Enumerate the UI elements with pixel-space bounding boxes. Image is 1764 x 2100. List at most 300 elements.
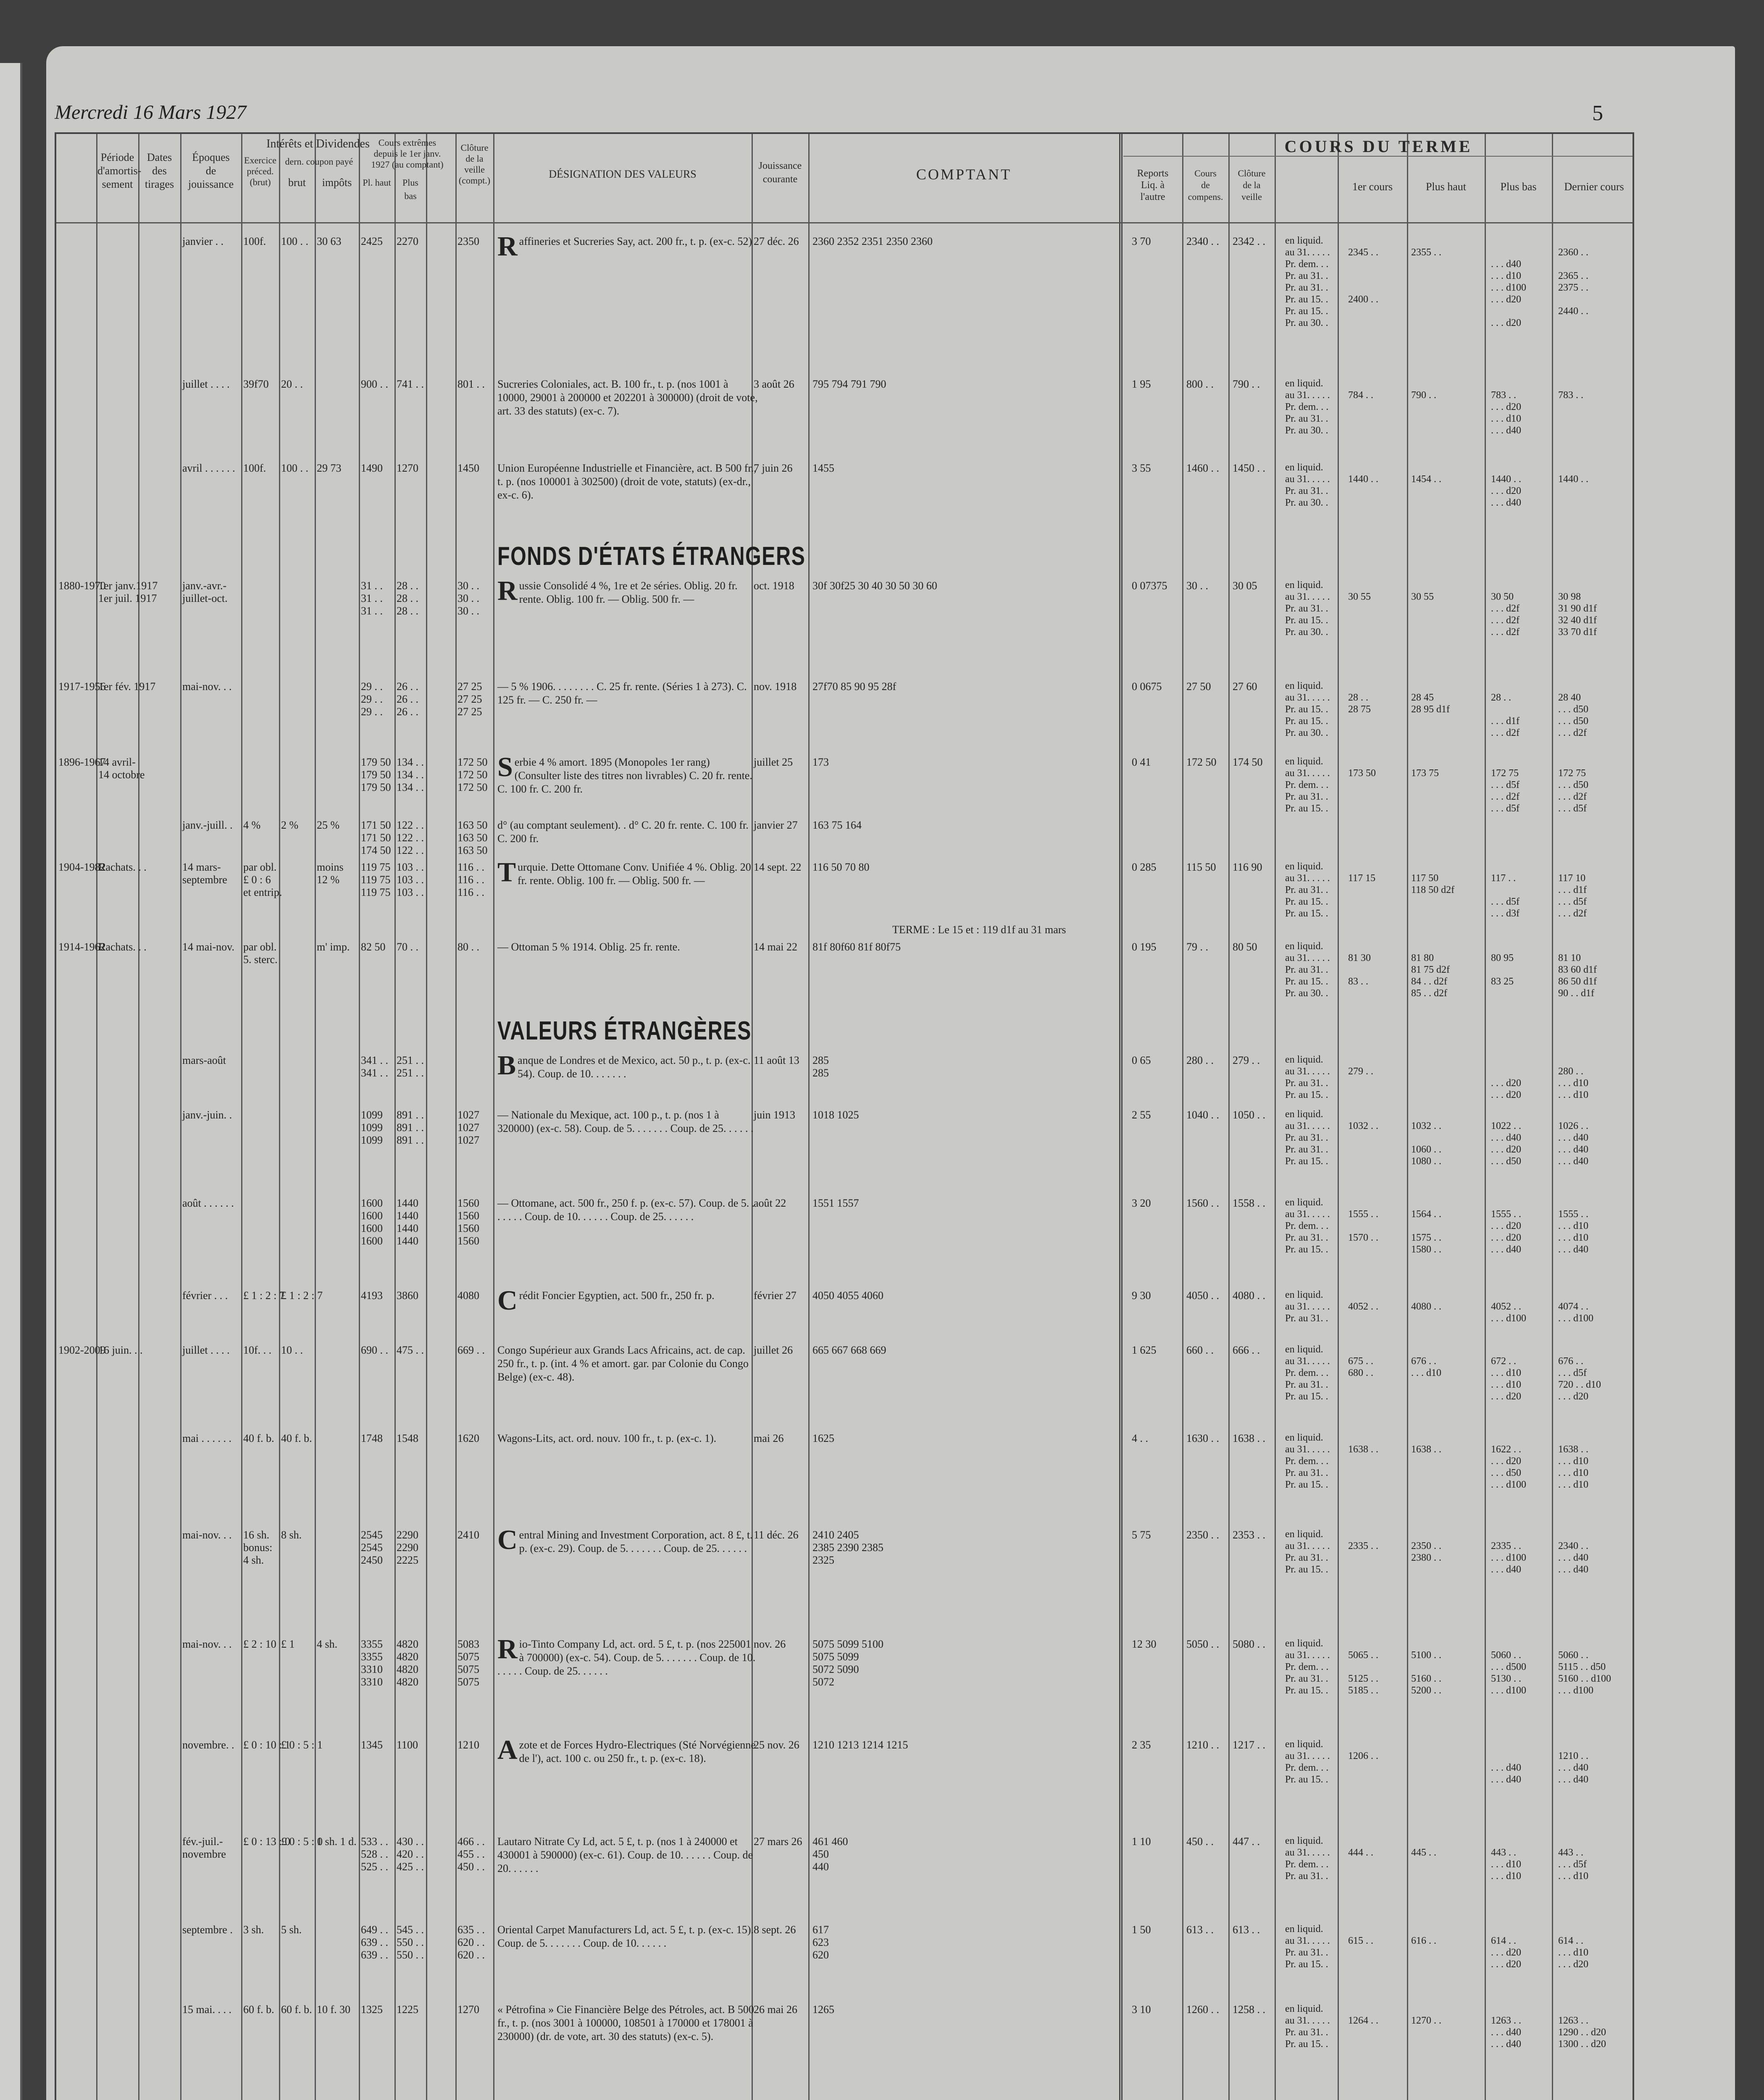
cell-plus-haut: 3355 — [361, 1638, 383, 1650]
terme-value: au 31. . . . . — [1285, 1541, 1330, 1551]
cell-designation — [497, 2003, 758, 2043]
terme-value: au 31. . . . . — [1285, 1751, 1330, 1761]
terme-value: 280 . . — [1558, 1066, 1583, 1077]
terme-value: Pr. au 31. . — [1285, 791, 1328, 802]
cell-designation — [497, 231, 758, 262]
cell-designation — [497, 1108, 758, 1135]
terme-value: 172 75 — [1491, 768, 1519, 779]
terme-value: 2400 . . — [1348, 294, 1378, 305]
terme-value: 30 50 — [1491, 591, 1514, 602]
cell-exercice: bonus: — [243, 1541, 273, 1554]
terme-line — [1285, 1661, 1684, 1673]
col-head-cloture-veille: Clôture de la veille (compt.) — [458, 142, 491, 186]
cell-designation — [497, 1634, 758, 1678]
cell-brut: 60 f. b. — [281, 2003, 312, 2016]
cell-cours-compens: 30 . . — [1186, 580, 1208, 592]
cell-jouissance: janvier 27 — [754, 819, 798, 831]
table-row — [56, 1285, 1633, 1344]
cell-epoque: avril . . . . . . — [182, 462, 235, 474]
cell-comptant: 450 — [812, 1848, 829, 1860]
terme-value: 614 . . — [1558, 1935, 1583, 1946]
cell-cours-compens: 172 50 — [1186, 756, 1217, 768]
cell-plus-haut: 2545 — [361, 1541, 383, 1554]
terme-line — [1285, 282, 1684, 294]
col-head-brut: brut — [288, 176, 306, 189]
cell-jouissance: 11 déc. 26 — [754, 1529, 799, 1541]
terme-value: . . . d20 — [1491, 1089, 1521, 1100]
table-row — [56, 462, 1633, 533]
terme-line — [1285, 294, 1684, 305]
terme-value: 5060 . . — [1491, 1650, 1521, 1661]
terme-value: 1290 . . d20 — [1558, 2027, 1606, 2038]
drop-cap: R — [497, 231, 518, 262]
terme-value: Pr. au 15. . — [1285, 306, 1328, 317]
cell-cloture-veille: 163 50 — [457, 819, 488, 831]
terme-value: 1454 . . — [1411, 474, 1441, 485]
terme-value: . . . d20 — [1491, 1456, 1521, 1467]
cell-impots: moins — [317, 861, 344, 873]
terme-value: . . . d20 — [1491, 294, 1521, 305]
terme-value: en liquid. — [1285, 1197, 1323, 1208]
cell-terme — [1285, 756, 1684, 814]
cell-plus-bas: 425 . . — [397, 1861, 424, 1873]
terme-value: au 31. . . . . — [1285, 1650, 1330, 1661]
terme-line — [1285, 1367, 1684, 1379]
cell-plus-bas: 4820 — [397, 1676, 418, 1688]
terme-line — [1285, 1935, 1684, 1947]
col-head-jouissance: Jouissance courante — [758, 160, 802, 185]
cell-epoque: janv.-juin. . — [182, 1109, 232, 1121]
terme-value: Pr. au 31. . — [1285, 270, 1328, 281]
terme-value: Pr. au 15. . — [1285, 1685, 1328, 1696]
cell-cloture: 116 90 — [1233, 861, 1262, 873]
cell-plus-haut: 119 75 — [361, 886, 391, 898]
cell-reports: 0 65 — [1132, 1054, 1151, 1066]
cell-cloture-veille: 669 . . — [457, 1344, 485, 1356]
cell-epoque: 14 mai-nov. — [182, 941, 234, 953]
terme-value: Pr. au 15. . — [1285, 1244, 1328, 1255]
cell-designation — [497, 1197, 758, 1223]
terme-value: Pr. au 31. . — [1285, 486, 1328, 496]
cell-cloture: 2342 . . — [1233, 235, 1265, 247]
cell-comptant: 620 — [812, 1949, 829, 1961]
cell-reports: 0 195 — [1132, 941, 1157, 953]
cell-reports: 9 30 — [1132, 1289, 1151, 1302]
cell-tirage: 1er juil. 1917 — [98, 592, 157, 604]
cell-plus-haut: 31 . . — [361, 592, 383, 604]
terme-line — [1285, 2038, 1684, 2050]
cell-plus-bas: 2290 — [397, 1541, 418, 1554]
cell-plus-bas: 70 . . — [397, 941, 418, 953]
cell-reports: 4 . . — [1132, 1432, 1148, 1444]
terme-value: 83 60 d1f — [1558, 964, 1597, 975]
terme-line — [1285, 1673, 1684, 1685]
terme-value: 2355 . . — [1411, 247, 1441, 258]
terme-line — [1285, 1391, 1684, 1402]
cell-brut: £ 0 : 5 : 0 — [281, 1835, 323, 1848]
cell-cloture-veille: 620 . . — [457, 1936, 485, 1948]
cell-jouissance: juillet 26 — [754, 1344, 793, 1356]
terme-line — [1285, 614, 1684, 626]
cell-plus-haut: 528 . . — [361, 1848, 388, 1860]
designation-text: Sucreries Coloniales, act. B. 100 fr., t. p. (nos 1001 à 10000, 29001 à 200000 et 202201 à 300000) (droit de vote, art. 33 des statuts) (ex-c. 7). — [497, 378, 758, 417]
cell-reports: 2 35 — [1132, 1739, 1151, 1751]
terme-value: 30 98 — [1558, 591, 1581, 602]
terme-line — [1285, 2015, 1684, 2026]
terme-line — [1285, 1379, 1684, 1391]
terme-line — [1285, 680, 1684, 692]
terme-line — [1285, 2026, 1684, 2038]
cell-comptant: 2325 — [812, 1554, 834, 1566]
cell-plus-bas: 1225 — [397, 2003, 418, 2016]
terme-value: 1264 . . — [1348, 2015, 1378, 2026]
terme-value: Pr. au 15. . — [1285, 294, 1328, 305]
cell-designation — [497, 1923, 758, 1950]
terme-line — [1285, 1923, 1684, 1935]
cell-plus-bas: 2225 — [397, 1554, 418, 1566]
cell-comptant: 81f 80f60 81f 80f75 — [812, 941, 901, 953]
cell-terme — [1285, 1108, 1684, 1167]
cell-terme — [1285, 1054, 1684, 1101]
cell-plus-bas: 28 . . — [397, 580, 418, 592]
cell-cloture: 1638 . . — [1233, 1432, 1265, 1444]
terme-value: . . . d40 — [1558, 1762, 1588, 1773]
cell-cloture-veille: 1270 — [457, 2003, 479, 2016]
terme-line — [1285, 767, 1684, 779]
cell-epoque: juillet-oct. — [182, 592, 228, 604]
terme-line — [1285, 1155, 1684, 1167]
terme-value: au 31. . . . . — [1285, 768, 1330, 779]
cell-comptant: 30f 30f25 30 40 30 50 30 60 — [812, 580, 937, 592]
designation-text: — Ottomane, act. 500 fr., 250 f. p. (ex-c. 57). Coup. de 5. . . . . . . Coup. de 10. . . . . . Coup. de 25. . . . . . — [497, 1197, 755, 1223]
cell-terme — [1285, 1344, 1684, 1402]
terme-value: 443 . . — [1558, 1847, 1583, 1858]
terme-value: 1638 . . — [1558, 1444, 1588, 1455]
terme-value: 81 10 — [1558, 953, 1581, 963]
terme-value: . . . d50 — [1558, 716, 1588, 727]
cell-designation — [497, 462, 758, 502]
drop-cap: R — [497, 575, 518, 606]
terme-value: au 31. . . . . — [1285, 390, 1330, 401]
terme-line — [1285, 1208, 1684, 1220]
terme-line — [1285, 1244, 1684, 1255]
terme-value: 1206 . . — [1348, 1751, 1378, 1761]
cell-cloture: 1450 . . — [1233, 462, 1265, 474]
terme-value: au 31. . . . . — [1285, 2015, 1330, 2026]
cell-plus-haut: 3310 — [361, 1676, 383, 1688]
terme-value: 1440 . . — [1491, 474, 1521, 485]
cell-cours-compens: 2340 . . — [1186, 235, 1219, 247]
terme-value: Pr. au 15. . — [1285, 704, 1328, 715]
col-head-cloture: Clôture de la veille — [1238, 168, 1266, 202]
cell-epoque: 15 mai. . . . — [182, 2003, 231, 2016]
terme-value: . . . d20 — [1491, 1232, 1521, 1243]
terme-value: . . . d10 — [1558, 1078, 1588, 1089]
terme-value: . . . d3f — [1491, 908, 1520, 919]
cell-plus-bas: 475 . . — [397, 1344, 424, 1356]
col-head-dernier-cours: Dernier cours — [1564, 181, 1624, 193]
cell-epoque: août . . . . . . — [182, 1197, 234, 1209]
terme-value: Pr. au 15. . — [1285, 1564, 1328, 1575]
terme-value: . . . d20 — [1491, 1391, 1521, 1402]
cell-periode: 1880-1970 — [58, 580, 106, 592]
terme-value: . . . d40 — [1558, 1244, 1588, 1255]
designation-text: — 5 % 1906. . . . . . . . C. 25 fr. rente. (Séries 1 à 273). C. 125 fr. — C. 250 fr. — — [497, 680, 747, 706]
terme-line — [1285, 413, 1684, 425]
cell-cloture: 4080 . . — [1233, 1289, 1265, 1302]
cell-epoque: septembre — [182, 874, 227, 886]
cell-cours-compens: 115 50 — [1186, 861, 1216, 873]
cell-designation — [497, 1344, 758, 1384]
table-row — [56, 231, 1633, 378]
cell-cours-compens: 450 . . — [1186, 1835, 1214, 1848]
terme-value: Pr. au 31. . — [1285, 885, 1328, 895]
terme-value: Pr. au 31. . — [1285, 1078, 1328, 1089]
cell-jouissance: août 22 — [754, 1197, 786, 1209]
terme-value: 5125 . . — [1348, 1673, 1378, 1684]
page-date: Mercredi 16 Mars 1927 — [55, 101, 247, 123]
cell-epoque: janvier . . — [182, 235, 224, 247]
drop-cap: A — [497, 1735, 518, 1765]
terme-line — [1285, 378, 1684, 389]
cell-cloture: 174 50 — [1233, 756, 1263, 768]
terme-value: . . . d20 — [1491, 1078, 1521, 1089]
cell-terme — [1285, 861, 1684, 919]
cell-plus-haut: 690 . . — [361, 1344, 388, 1356]
cell-cloture-veille: 1027 — [457, 1109, 479, 1121]
cell-plus-bas: 891 . . — [397, 1134, 424, 1146]
cell-plus-haut: 29 . . — [361, 693, 383, 705]
cell-plus-haut: 3355 — [361, 1651, 383, 1663]
terme-value: Pr. dem. . . — [1285, 1456, 1329, 1467]
terme-value: . . . d40 — [1558, 1552, 1588, 1563]
terme-value: Pr. au 31. . — [1285, 1132, 1328, 1143]
cell-comptant: 4050 4055 4060 — [812, 1289, 883, 1302]
cell-plus-bas: 2270 — [397, 235, 418, 247]
terme-value: 5065 . . — [1348, 1650, 1378, 1661]
cell-comptant: 2410 2405 — [812, 1529, 859, 1541]
cell-cloture-veille: 5075 — [457, 1676, 479, 1688]
terme-value: Pr. au 15. . — [1285, 1959, 1328, 1970]
cell-cloture: 5080 . . — [1233, 1638, 1265, 1650]
cell-cloture-veille: 172 50 — [457, 769, 488, 781]
cell-comptant: 461 460 — [812, 1835, 848, 1848]
cell-plus-bas: 26 . . — [397, 706, 418, 718]
cell-comptant: 173 — [812, 756, 829, 768]
cell-cloture: 30 05 — [1233, 580, 1257, 592]
cell-comptant: 1625 — [812, 1432, 834, 1444]
cell-plus-bas: 134 . . — [397, 756, 424, 768]
terme-value: au 31. . . . . — [1285, 873, 1330, 884]
terme-value: 86 50 d1f — [1558, 976, 1597, 987]
terme-value: 1555 . . — [1558, 1209, 1588, 1220]
cell-plus-haut: 1490 — [361, 462, 383, 474]
terme-line — [1285, 1355, 1684, 1367]
terme-line — [1285, 884, 1684, 896]
cell-brut: £ 1 : 2 : 7 — [281, 1289, 323, 1302]
terme-value: . . . d20 — [1491, 402, 1521, 412]
cell-terme — [1285, 1432, 1684, 1491]
cell-cloture: 2353 . . — [1233, 1529, 1265, 1541]
terme-value: en liquid. — [1285, 680, 1323, 691]
terme-value: 1638 . . — [1348, 1444, 1378, 1455]
terme-value: . . . d10 — [1491, 413, 1521, 424]
terme-value: en liquid. — [1285, 1432, 1323, 1443]
terme-value: . . . d1f — [1491, 716, 1520, 727]
terme-line — [1285, 1858, 1684, 1870]
table-row — [56, 680, 1633, 756]
cell-cloture-veille: 1027 — [457, 1134, 479, 1146]
cell-designation — [497, 1432, 758, 1445]
terme-line — [1285, 1144, 1684, 1155]
col-head-pl-haut: Pl. haut — [363, 177, 391, 188]
terme-value: 2335 . . — [1491, 1541, 1521, 1551]
cell-designation — [497, 378, 758, 418]
terme-value: 5060 . . — [1558, 1650, 1588, 1661]
col-head-designation: DÉSIGNATION DES VALEURS — [549, 168, 697, 180]
terme-line — [1285, 389, 1684, 401]
terme-value: . . . d40 — [1491, 1564, 1521, 1575]
table-row — [56, 1050, 1633, 1108]
terme-value: . . . d20 — [1491, 1959, 1521, 1970]
cell-cours-compens: 27 50 — [1186, 680, 1211, 693]
cell-cloture-veille: 801 . . — [457, 378, 485, 390]
terme-value: Pr. au 31. . — [1285, 603, 1328, 614]
terme-value: 5185 . . — [1348, 1685, 1378, 1696]
terme-line — [1285, 1312, 1684, 1324]
terme-value: . . . d1f — [1558, 885, 1587, 895]
terme-line — [1285, 2003, 1684, 2015]
cell-exercice: par obl. — [243, 941, 277, 953]
col-head-dern-coupon: dern. coupon payé — [285, 156, 353, 167]
terme-line — [1285, 1870, 1684, 1882]
cell-designation — [497, 752, 758, 796]
cell-tirage: 14 avril- — [98, 756, 136, 768]
terme-line — [1285, 1089, 1684, 1101]
terme-line — [1285, 727, 1684, 739]
terme-line — [1285, 1958, 1684, 1970]
terme-value: 1210 . . — [1558, 1751, 1588, 1761]
terme-line — [1285, 1432, 1684, 1444]
cell-plus-bas: 1440 — [397, 1235, 418, 1247]
terme-value: Pr. dem. . . — [1285, 780, 1329, 790]
terme-value: 81 75 d2f — [1411, 964, 1450, 975]
cell-plus-haut: 639 . . — [361, 1949, 388, 1961]
terme-line — [1285, 1289, 1684, 1301]
terme-value: 84 . . d2f — [1411, 976, 1447, 987]
terme-value: . . . d10 — [1558, 1479, 1588, 1490]
terme-value: 1080 . . — [1411, 1156, 1441, 1167]
cell-jouissance: nov. 26 — [754, 1638, 786, 1650]
cell-plus-haut: 119 75 — [361, 874, 391, 886]
terme-value: 5115 . . d50 — [1558, 1662, 1606, 1672]
terme-value: 2335 . . — [1348, 1541, 1378, 1551]
terme-value: Pr. au 31. . — [1285, 1232, 1328, 1243]
cell-exercice: £ 0 : 13 : 0 — [243, 1835, 290, 1848]
cell-impots: 4 sh. — [317, 1638, 338, 1650]
col-head-tirages: Dates des tirages — [145, 151, 174, 190]
col-head-plus-bas: Plus bas — [402, 177, 418, 201]
cell-comptant: 2360 2352 2351 2350 2360 — [812, 235, 933, 247]
terme-value: 443 . . — [1491, 1847, 1516, 1858]
terme-value: 5160 . . — [1411, 1673, 1441, 1684]
cell-comptant: 5075 5099 — [812, 1651, 859, 1663]
col-head-epoques: Époques de jouissance — [188, 151, 234, 190]
terme-value: 1555 . . — [1491, 1209, 1521, 1220]
terme-value: . . . d100 — [1491, 282, 1526, 293]
page-number: 5 — [1592, 101, 1603, 125]
cell-cloture-veille: 455 . . — [457, 1848, 485, 1860]
table-row — [56, 1344, 1633, 1432]
terme-value: 1570 . . — [1348, 1232, 1378, 1243]
terme-value: Pr. au 31. . — [1285, 1379, 1328, 1390]
cell-plus-bas: 1440 — [397, 1222, 418, 1234]
terme-value: au 31. . . . . — [1285, 1356, 1330, 1367]
cell-impots: m' imp. — [317, 941, 350, 953]
terme-note: TERME : Le 15 et : 119 d1f au 31 mars — [892, 924, 1066, 936]
cell-exercice: 39f70 — [243, 378, 269, 390]
terme-value: Pr. au 31. . — [1285, 1467, 1328, 1478]
cell-epoque: mai . . . . . . — [182, 1432, 231, 1444]
terme-value: 28 75 — [1348, 704, 1371, 715]
cell-plus-haut: 29 . . — [361, 680, 383, 693]
terme-value: au 31. . . . . — [1285, 1301, 1330, 1312]
cell-cloture-veille: 163 50 — [457, 832, 488, 844]
terme-line — [1285, 317, 1684, 329]
terme-line — [1285, 626, 1684, 638]
terme-line — [1285, 1528, 1684, 1540]
cell-cours-compens: 1210 . . — [1186, 1739, 1219, 1751]
cell-plus-haut: 1600 — [361, 1210, 383, 1222]
terme-value: . . . d10 — [1558, 1221, 1588, 1231]
cell-plus-haut: 174 50 — [361, 844, 391, 856]
cell-plus-bas: 28 . . — [397, 592, 418, 604]
cell-plus-bas: 2290 — [397, 1529, 418, 1541]
terme-value: en liquid. — [1285, 1924, 1323, 1935]
cell-plus-bas: 251 . . — [397, 1054, 424, 1066]
cell-cloture-veille: 1620 — [457, 1432, 479, 1444]
cell-reports: 0 0675 — [1132, 680, 1162, 693]
terme-value: . . . d40 — [1491, 1762, 1521, 1773]
cell-cours-compens: 660 . . — [1186, 1344, 1214, 1356]
terme-value: . . . d100 — [1491, 1313, 1526, 1324]
terme-value: 1026 . . — [1558, 1121, 1588, 1131]
cell-comptant: 617 — [812, 1924, 829, 1936]
cell-jouissance: février 27 — [754, 1289, 797, 1302]
cell-cours-compens: 79 . . — [1186, 941, 1208, 953]
terme-value: 616 . . — [1411, 1935, 1436, 1946]
cell-epoque: janv.-avr.- — [182, 580, 227, 592]
col-head-cours-du-terme: COURS DU TERME — [1284, 137, 1473, 156]
cell-tirage: 16 juin. . . — [98, 1344, 143, 1356]
terme-value: Pr. dem. . . — [1285, 259, 1329, 270]
cell-reports: 3 70 — [1132, 235, 1151, 247]
terme-line — [1285, 791, 1684, 803]
table-row — [56, 1634, 1633, 1738]
cell-plus-haut: 4193 — [361, 1289, 383, 1302]
terme-value: 1032 . . — [1411, 1121, 1441, 1131]
cell-cours-compens: 280 . . — [1186, 1054, 1214, 1066]
terme-value: 4052 . . — [1348, 1301, 1378, 1312]
terme-value: 2345 . . — [1348, 247, 1378, 258]
terme-value: . . . d20 — [1558, 1391, 1588, 1402]
cell-cloture: 666 . . — [1233, 1344, 1260, 1356]
designation-text: d° (au comptant seulement). . d° C. 20 fr. rente. C. 100 fr. C. 200 fr. — [497, 819, 749, 845]
cell-cours-compens: 800 . . — [1186, 378, 1214, 390]
terme-value: . . . d10 — [1558, 1947, 1588, 1958]
cell-epoque: février . . . — [182, 1289, 228, 1302]
terme-value: Pr. au 30. . — [1285, 627, 1328, 638]
